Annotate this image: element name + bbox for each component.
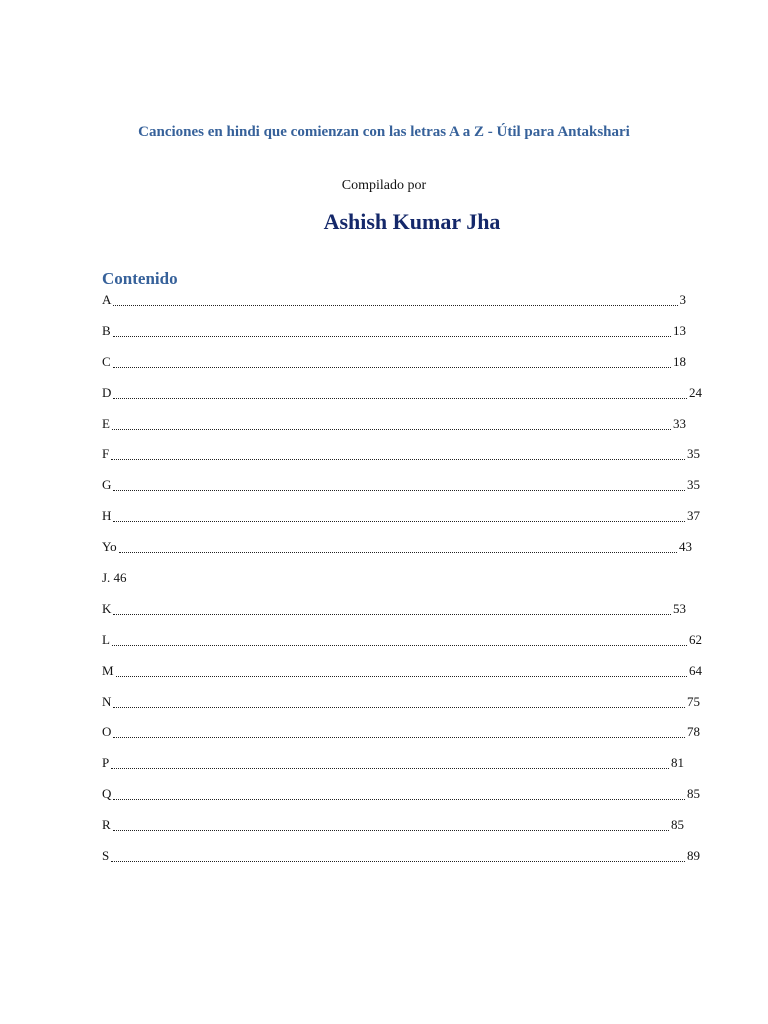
toc-entry-page: 35 (687, 446, 700, 462)
toc-entry-page: 53 (673, 600, 686, 616)
toc-entry[interactable] (102, 848, 712, 879)
toc-leader-dots (112, 632, 687, 646)
toc-entry-label: Yo (102, 539, 117, 555)
toc-leader-dots (111, 848, 685, 862)
toc-entry-page: 64 (689, 662, 702, 678)
table-of-contents (102, 292, 712, 879)
toc-leader-dots (113, 477, 685, 491)
toc-entry-label: R (102, 817, 111, 833)
toc-entry-page: 18 (673, 353, 686, 369)
toc-entry-page: 78 (687, 724, 700, 740)
toc-heading: Contenido (102, 269, 178, 288)
toc-entry-label: H (102, 508, 112, 524)
toc-entry-label: K (102, 600, 112, 616)
toc-entry-label: M (102, 662, 114, 678)
toc-leader-dots (119, 539, 677, 553)
toc-entry-label: B (102, 322, 111, 338)
toc-entry[interactable] (102, 817, 712, 848)
toc-leader-dots (113, 786, 685, 800)
toc-entry[interactable] (102, 539, 712, 570)
toc-leader-dots (113, 724, 685, 738)
toc-leader-dots (113, 323, 671, 337)
toc-entry-label: F (102, 446, 110, 462)
toc-entry-page: 85 (687, 786, 700, 802)
toc-entry-page: 33 (673, 415, 686, 431)
toc-leader-dots (112, 416, 671, 430)
toc-leader-dots (111, 755, 669, 769)
toc-entry[interactable] (102, 354, 712, 385)
toc-entry-label: J. 46 (102, 570, 127, 586)
toc-entry[interactable] (102, 446, 712, 477)
toc-entry-page: 13 (673, 322, 686, 338)
toc-entry-label: O (102, 724, 112, 740)
toc-entry-page: 24 (689, 384, 702, 400)
toc-entry-page: 81 (671, 755, 684, 771)
toc-leader-dots (113, 601, 671, 615)
toc-entry-page: 3 (679, 292, 686, 307)
toc-leader-dots (113, 508, 685, 522)
toc-entry[interactable] (102, 601, 712, 632)
toc-entry-label: C (102, 353, 111, 369)
toc-entry-page: 75 (687, 693, 700, 709)
toc-leader-dots (113, 385, 687, 399)
document-title: Canciones en hindi que comienzan con las letras A a Z - Útil para Antakshari (138, 124, 630, 140)
toc-entry[interactable] (102, 724, 712, 755)
toc-entry[interactable] (102, 385, 712, 416)
toc-leader-dots (116, 663, 687, 677)
toc-entry-label: D (102, 384, 112, 400)
toc-entry-label: P (102, 755, 110, 771)
compiled-by-label: Compilado por (341, 178, 427, 193)
toc-entry[interactable] (102, 292, 712, 323)
toc-entry-page: 85 (671, 817, 684, 833)
toc-entry[interactable] (102, 477, 712, 508)
toc-entry-label: L (102, 631, 110, 647)
toc-entry-page: 62 (689, 631, 702, 647)
author-name: Ashish Kumar Jha (323, 209, 501, 234)
toc-entry[interactable] (102, 632, 712, 663)
toc-entry[interactable] (102, 323, 712, 354)
toc-entry[interactable] (102, 570, 712, 601)
toc-entry-page: 43 (679, 539, 692, 555)
toc-entry-page: 35 (687, 477, 700, 493)
toc-entry[interactable] (102, 416, 712, 447)
toc-entry-label: N (102, 693, 112, 709)
toc-leader-dots (111, 446, 685, 460)
toc-entry-label: E (102, 415, 110, 431)
toc-entry[interactable] (102, 786, 712, 817)
toc-entry-page: 89 (687, 848, 700, 864)
toc-entry-label: Q (102, 786, 112, 802)
toc-leader-dots (113, 817, 669, 831)
toc-leader-dots (113, 292, 677, 306)
toc-entry[interactable] (102, 663, 712, 694)
toc-leader-dots (113, 354, 671, 368)
toc-leader-dots (113, 694, 685, 708)
toc-entry[interactable] (102, 508, 712, 539)
toc-entry-label: S (102, 848, 110, 864)
toc-entry[interactable] (102, 694, 712, 725)
toc-entry-label: G (102, 477, 112, 493)
toc-entry[interactable] (102, 755, 712, 786)
toc-entry-label: A (102, 292, 112, 307)
toc-entry-page: 37 (687, 508, 700, 524)
